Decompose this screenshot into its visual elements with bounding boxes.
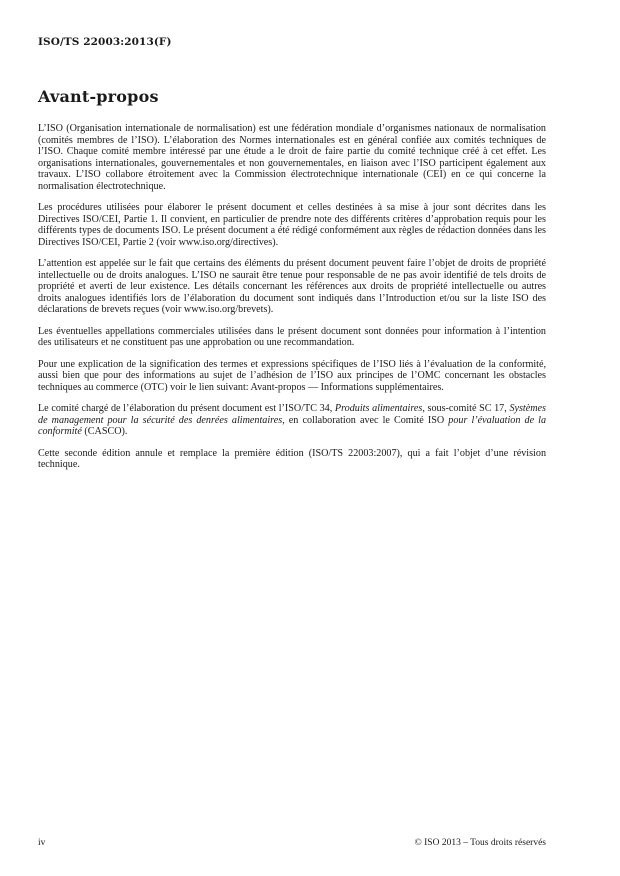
casco-name: pour l’évaluation de la conformité: [38, 414, 547, 437]
committee-name-food-products: Produits alimentaires: [334, 403, 423, 414]
copyright-notice: © ISO 2013 – Tous droits réservés: [414, 838, 546, 848]
paragraph-procedures: Les procédures utilisées pour élaborer le présent document et celles destinées à sa mise à jour sont décrites dans les Directives ISO/CEI, Partie 1. Il convient, en particulier de prendre note des différents critères d’approbation requis pour les différents types de documents ISO. Le présent document a été rédigé conformément aux règles de rédaction données dans les Directives ISO/CEI, Partie 2 (voir www.iso.org/directives).: [38, 202, 546, 248]
paragraph-patent-rights: L’attention est appelée sur le fait que certains des éléments du présent document peuvent faire l’objet de droits de propriété intellectuelle ou de droits analogues. L’ISO ne saurait être tenue pour responsable de ne pas avoir identifié de tels droits de propriété et averti de leur existence. Les détails concernant les références aux droits de propriété intellectuelle ou autres droits analogues identifiés lors de l’élaboration du document sont indiqués dans l’Introduction et/ou sur la liste ISO des déclarations de brevets reçues (voir www.iso.org/brevets).: [38, 258, 546, 315]
paragraph-edition: Cette seconde édition annule et remplace la première édition (ISO/TS 22003:2007), qui a fait l’objet d’une révision technique.: [38, 447, 546, 470]
paragraph-conformity-terms: Pour une explication de la signification des termes et expressions spécifiques de l’ISO liés à l’évaluation de la conformité, aussi bien que pour des informations au sujet de l’adhésion de l’ISO aux principes de l’OMC concernant les obstacles techniques au commerce (OTC) voir le lien suivant: Avant-propos — Informations supplémentaires.: [38, 358, 546, 393]
committee-text-2: , sous-comité SC 17,: [422, 403, 510, 414]
foreword-body: [38, 123, 546, 481]
subcommittee-name: Systèmes de management pour la sécurité des denrées alimentaires: [38, 403, 546, 426]
paragraph-iso-overview: L’ISO (Organisation internationale de normalisation) est une fédération mondiale d’organismes nationaux de normalisation (comités membres de l’ISO). L’élaboration des Normes internationales est en général confiée aux comités techniques de l’ISO. Chaque comité membre intéressé par une étude a le droit de faire partie du comité technique créé à cet effet. Les organisations internationales, gouvernementales et non gouvernementales, en liaison avec l’ISO participent également aux travaux. L’ISO collabore étroitement avec la Commission électrotechnique internationale (CEI) en ce qui concerne la normalisation électrotechnique.: [38, 123, 546, 192]
committee-text-3: , en collaboration avec le Comité ISO: [282, 414, 449, 426]
paragraph-trade-names: Les éventuelles appellations commerciales utilisées dans le présent document sont données pour information à l’intention des utilisateurs et ne constituent pas une approbation ou une recommandation.: [38, 325, 546, 348]
committee-text-4: (CASCO).: [81, 426, 128, 437]
page-title: Avant-propos: [38, 87, 159, 106]
paragraph-committee: [38, 403, 546, 438]
page-number: iv: [38, 838, 46, 848]
committee-text-1: Le comité chargé de l’élaboration du présent document est l’ISO/TC 34,: [38, 403, 335, 414]
document-reference: ISO/TS 22003:2013(F): [38, 36, 172, 48]
